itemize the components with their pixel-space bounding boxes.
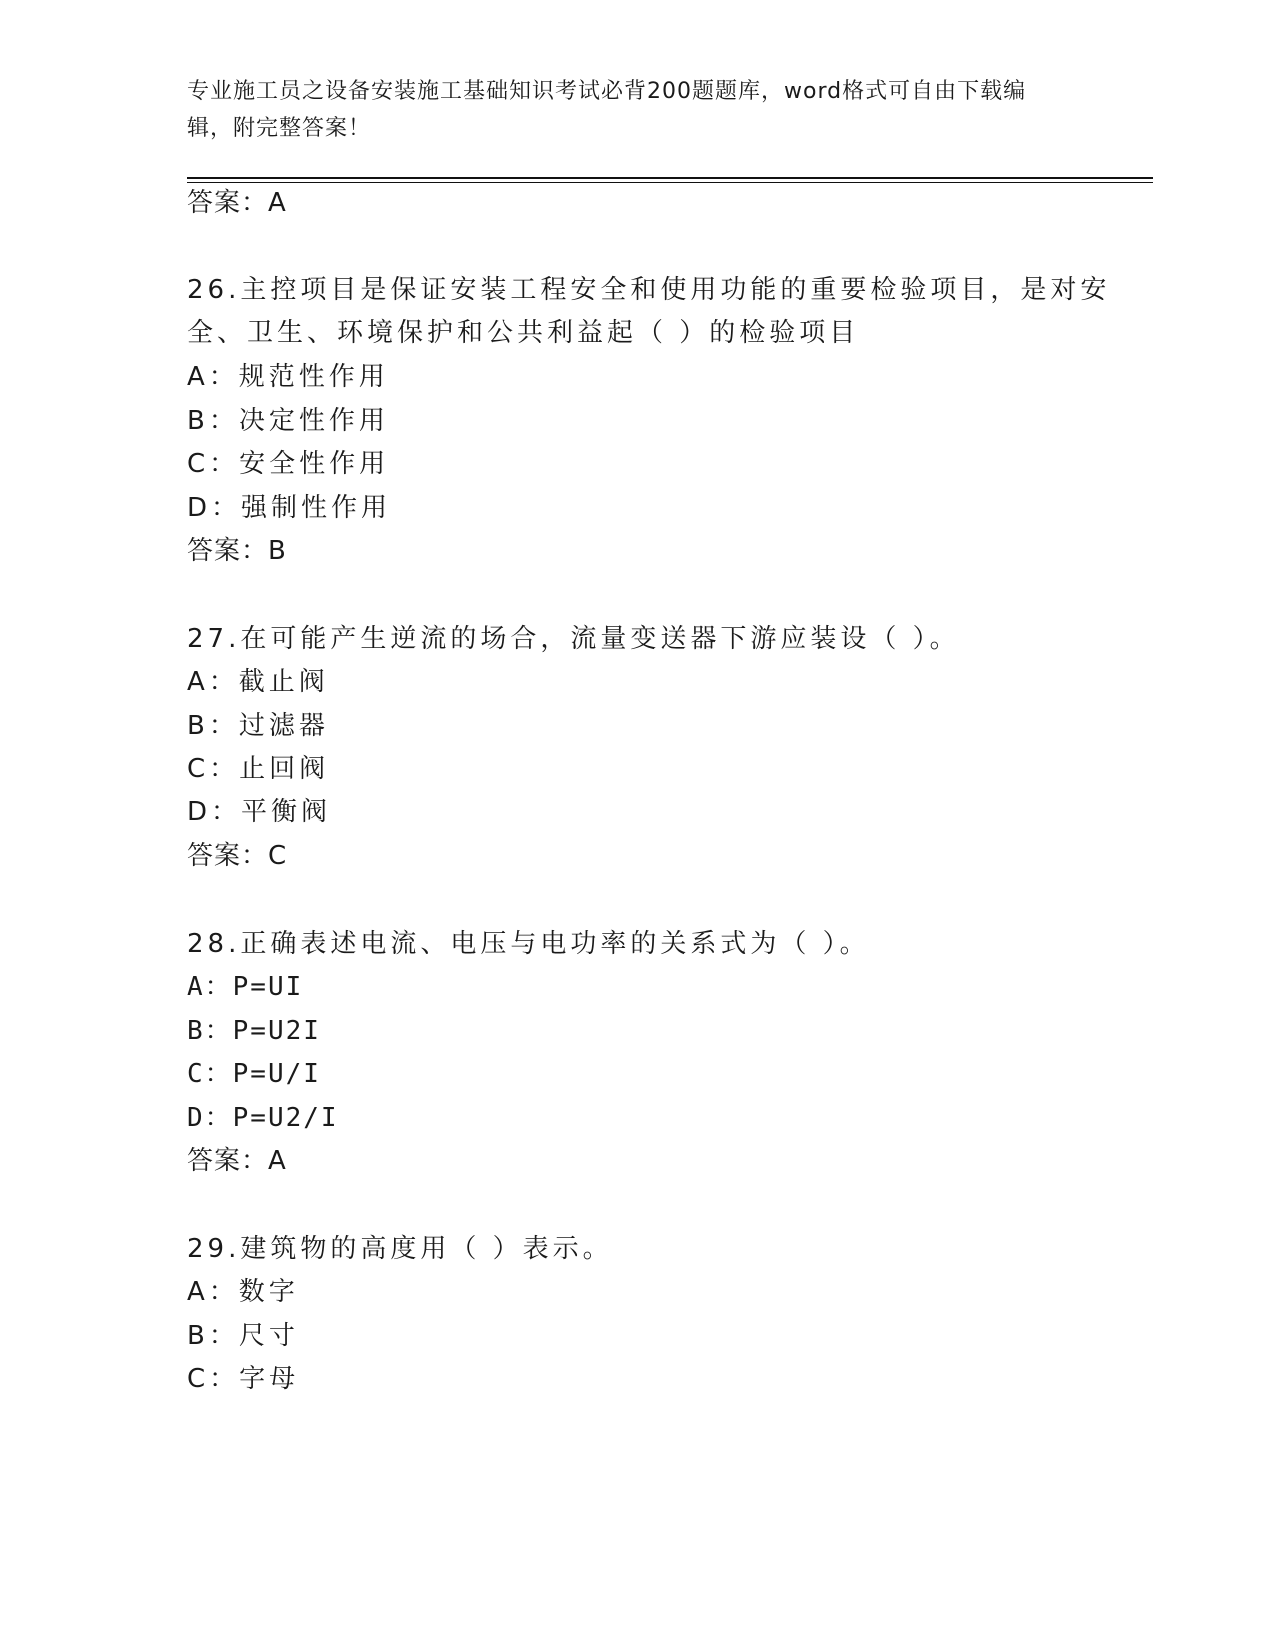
- answer-25: 答案：A: [187, 188, 287, 218]
- question-27-option-d: D：平衡阀: [187, 797, 332, 827]
- answer-27: 答案：C: [187, 841, 288, 871]
- answer-26: 答案：B: [187, 536, 287, 566]
- question-26-option-b: B：决定性作用: [187, 406, 389, 436]
- header-divider-thick: [187, 177, 1153, 179]
- question-26-text-line2: 全、卫生、环境保护和公共利益起（ ）的检验项目: [187, 318, 860, 348]
- question-29-text: 29.建筑物的高度用（ ）表示。: [187, 1234, 613, 1264]
- question-27-option-a: A：截止阀: [187, 667, 329, 697]
- question-28-text: 28.正确表述电流、电压与电功率的关系式为（ ）。: [187, 929, 870, 959]
- header-divider-thin: [187, 182, 1153, 183]
- question-26-text-line1: 26.主控项目是保证安装工程安全和使用功能的重要检验项目，是对安: [187, 275, 1111, 305]
- question-26-option-a: A：规范性作用: [187, 362, 389, 392]
- question-28-option-d: D：P=U2/I: [187, 1103, 339, 1133]
- question-27-option-b: B：过滤器: [187, 711, 329, 741]
- question-28-option-b: B：P=U2I: [187, 1016, 321, 1046]
- document-header-title: 专业施工员之设备安装施工基础知识考试必背200题题库，word格式可自由下载编辑，附完整答案！: [187, 79, 1027, 141]
- question-28-option-c: C：P=U/I: [187, 1059, 321, 1089]
- question-27-text: 27.在可能产生逆流的场合，流量变送器下游应装设（ ）。: [187, 624, 960, 654]
- question-29-option-a: A：数字: [187, 1277, 299, 1307]
- question-26-option-d: D：强制性作用: [187, 493, 392, 523]
- question-29-option-b: B：尺寸: [187, 1321, 299, 1351]
- question-27-option-c: C：止回阀: [187, 754, 330, 784]
- question-28-option-a: A：P=UI: [187, 972, 304, 1002]
- question-26-option-c: C：安全性作用: [187, 449, 390, 479]
- answer-28: 答案：A: [187, 1146, 287, 1176]
- question-29-option-c: C：字母: [187, 1364, 300, 1394]
